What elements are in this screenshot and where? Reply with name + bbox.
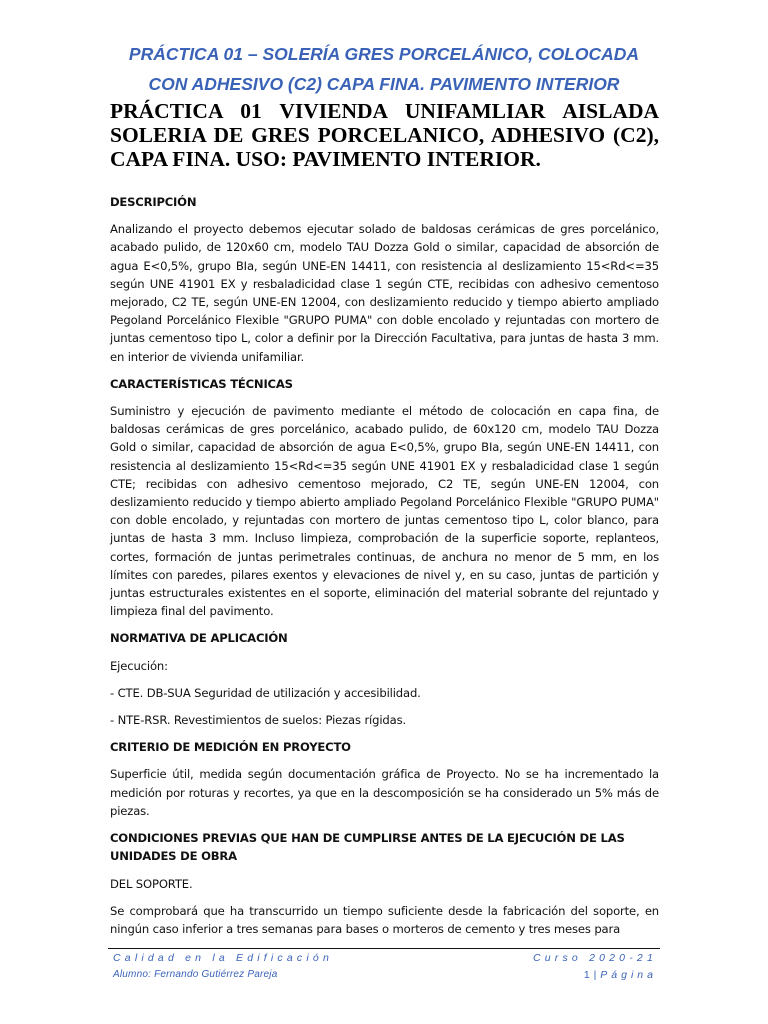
paragraph-criterio: Superficie útil, medida según documentación gráfica de Proyecto. No se ha incrementado la medición por roturas y recortes, ya que en la descomposición se ha considerado un 5% más de piezas. [110, 767, 659, 818]
page-number-separator: | [593, 969, 597, 981]
subheading-soporte: DEL SOPORTE. [110, 876, 193, 891]
normativa-label: Ejecución: [110, 658, 168, 673]
running-header [90, 39, 678, 99]
document-title: PRÁCTICA 01 VIVIENDA UNIFAMLIAR AISLADA SOLERIA DE GRES PORCELANICO, ADHESIVO (C2), CAPA FINA. USO: PAVIMENTO INTERIOR. [110, 99, 659, 171]
section-heading-caracteristicas: CARACTERÍSTICAS TÉCNICAS [110, 376, 293, 391]
paragraph-condiciones: Se comprobará que ha transcurrido un tiempo suficiente desde la fabricación del soporte, en ningún caso inferior a tres semanas para bases o morteros de cemento y tres meses para [110, 903, 659, 936]
normativa-item: - NTE-RSR. Revestimientos de suelos: Piezas rígidas. [110, 713, 406, 728]
page-number-value: 1 [583, 969, 591, 981]
footer-subject: Calidad en la Edificación [113, 952, 333, 964]
section-heading-condiciones: CONDICIONES PREVIAS QUE HAN DE CUMPLIRSE ANTES DE LA EJECUCIÓN DE LAS UNIDADES DE OBRA [110, 831, 625, 864]
section-heading-descripcion: DESCRIPCIÓN [110, 195, 197, 209]
document-body [110, 193, 659, 947]
normativa-item: - CTE. DB-SUA Seguridad de utilización y accesibilidad. [110, 685, 421, 700]
footer-course: Curso 2020-21 [532, 952, 657, 964]
page-number [584, 969, 657, 981]
page-number-word: Página [600, 969, 657, 981]
footer-student: Alumno: Fernando Gutiérrez Pareja [113, 969, 278, 980]
paragraph-descripcion: Analizando el proyecto debemos ejecutar solado de baldosas cerámicas de gres porcelánico, acabado pulido, de 120x60 cm, modelo TAU Dozza Gold o similar, capacidad de absorción de agua E<0,5%, grupo BIa, según UNE-EN 14411, con resistencia al deslizamiento 15<Rd<=35 según UNE 41901 EX y resbaladicidad clase 1 según CTE, recibidas con adhesivo cementoso mejorado, C2 TE, según UNE-EN 12004, con deslizamiento reducido y tiempo abierto ampliado Pegoland Porcelánico Flexible "GRUPO PUMA" con doble encolado y rejuntadas con mortero de juntas cementoso tipo L, color a definir por la Dirección Facultativa, para juntas de hasta 3 mm. en interior de vivienda unifamiliar. [110, 222, 659, 364]
section-heading-criterio: CRITERIO DE MEDICIÓN EN PROYECTO [110, 740, 351, 755]
running-header-line-2: CON ADHESIVO (C2) CAPA FINA. PAVIMENTO INTERIOR [148, 74, 620, 94]
paragraph-caracteristicas: Suministro y ejecución de pavimento mediante el método de colocación en capa fina, de baldosas cerámicas de gres porcelánico, acabado pulido, de 60x120 cm, modelo TAU Dozza Gold o similar, capacidad de absorción de agua E<0,5%, grupo BIa, según UNE-EN 14411, con resistencia al deslizamiento 15<Rd<=35 según UNE 41901 EX y resbaladicidad clase 1 según CTE; recibidas con adhesivo cementoso mejorado, C2 TE, según UNE-EN 12004, con deslizamiento reducido y tiempo abierto ampliado Pegoland Porcelánico Flexible "GRUPO PUMA" con doble encolado, y rejuntadas con mortero de juntas cementoso tipo L, color blanco, para juntas de hasta 3 mm. Incluso limpieza, comprobación de la superficie soporte, replanteos, cortes, formación de juntas perimetrales continuas, de anchura no menor de 5 mm, en los límites con paredes, pilares exentos y elevaciones de nivel y, en su caso, juntas de partición y juntas estructurales existentes en el soporte, eliminación del material sobrante del rejuntado y limpieza final del pavimento. [110, 404, 659, 619]
section-heading-normativa: NORMATIVA DE APLICACIÓN [110, 631, 288, 646]
footer-divider [108, 948, 660, 949]
running-header-line-1: PRÁCTICA 01 – SOLERÍA GRES PORCELÁNICO, COLOCADA [128, 44, 640, 64]
